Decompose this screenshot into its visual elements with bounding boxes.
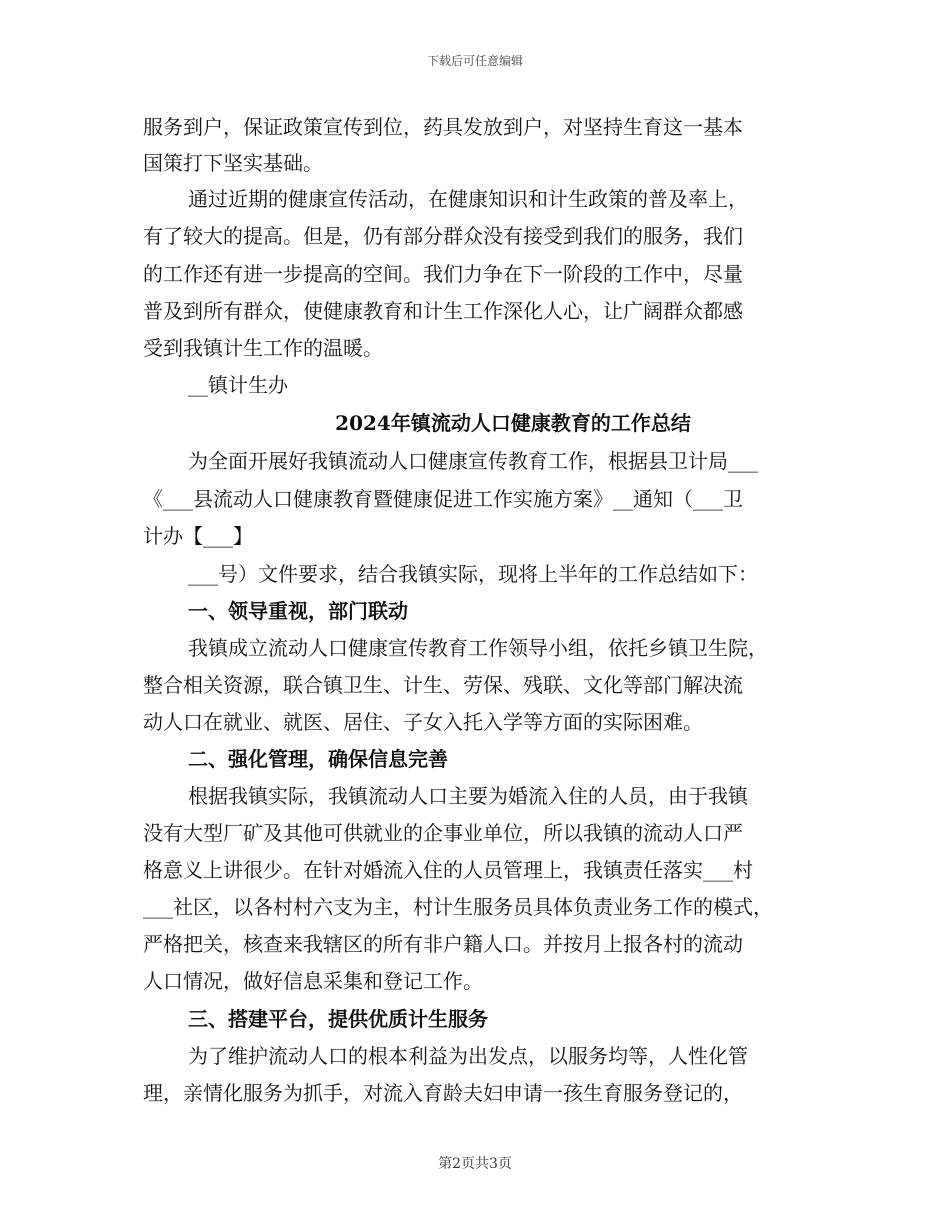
paragraph-line: 理，亲情化服务为抓手，对流入育龄夫妇申请一孩生育服务登记的， [143, 1081, 743, 1105]
paragraph-line: 国策打下坚实基础。 [143, 151, 323, 175]
paragraph-line: ___社区，以各村村六支为主，村计生服务员具体负责业务工作的模式， [143, 895, 773, 919]
paragraph-line: 严格把关，核查来我辖区的所有非户籍人口。并按月上报各村的流动 [143, 932, 743, 956]
signature-line: __镇计生办 [188, 373, 288, 397]
paragraph-line: 没有大型厂矿及其他可供就业的企事业单位，所以我镇的流动人口严 [143, 821, 743, 845]
paragraph-line: 计办【___】 [143, 524, 253, 548]
paragraph-line: 我镇成立流动人口健康宣传教育工作领导小组，依托乡镇卫生院， [188, 636, 768, 660]
paragraph-line: 动人口在就业、就医、居住、子女入托入学等方面的实际困难。 [143, 710, 703, 734]
page-header: 下载后可任意编辑 [426, 54, 523, 68]
paragraph-line: 受到我镇计生工作的温暖。 [143, 336, 383, 360]
paragraph-line: 《___县流动人口健康教育暨健康促进工作实施方案》__通知（___卫 [143, 487, 743, 511]
paragraph-line: 普及到所有群众，使健康教育和计生工作深化人心，让广阔群众都感 [143, 299, 743, 323]
section-heading: 一、领导重视，部门联动 [188, 599, 408, 623]
paragraph-line: 人口情况，做好信息采集和登记工作。 [143, 969, 483, 993]
paragraph-line: 根据我镇实际，我镇流动人口主要为婚流入住的人员，由于我镇 [188, 784, 748, 808]
paragraph-line: 格意义上讲很少。在针对婚流入住的人员管理上，我镇责任落实___村 [143, 858, 753, 882]
page-footer: 第2页共3页 [438, 1156, 512, 1172]
paragraph-line: 通过近期的健康宣传活动，在健康知识和计生政策的普及率上， [188, 187, 748, 211]
paragraph-line: 服务到户，保证政策宣传到位，药具发放到户，对坚持生育这一基本 [143, 115, 743, 139]
paragraph-line: 为全面开展好我镇流动人口健康宣传教育工作，根据县卫计局___ [188, 449, 758, 473]
paragraph-line: 的工作还有进一步提高的空间。我们力争在下一阶段的工作中，尽量 [143, 262, 743, 286]
paragraph-line: 有了较大的提高。但是，仍有部分群众没有接受到我们的服务，我们 [143, 224, 743, 248]
paragraph-line: ___号）文件要求，结合我镇实际，现将上半年的工作总结如下： [188, 562, 758, 586]
section-heading: 二、强化管理，确保信息完善 [188, 747, 448, 771]
document-title: 2024年镇流动人口健康教育的工作总结 [335, 411, 691, 435]
paragraph-line: 为了维护流动人口的根本利益为出发点，以服务均等，人性化管 [188, 1044, 748, 1068]
section-heading: 三、搭建平台，提供优质计生服务 [188, 1007, 488, 1031]
paragraph-line: 整合相关资源，联合镇卫生、计生、劳保、残联、文化等部门解决流 [143, 673, 743, 697]
